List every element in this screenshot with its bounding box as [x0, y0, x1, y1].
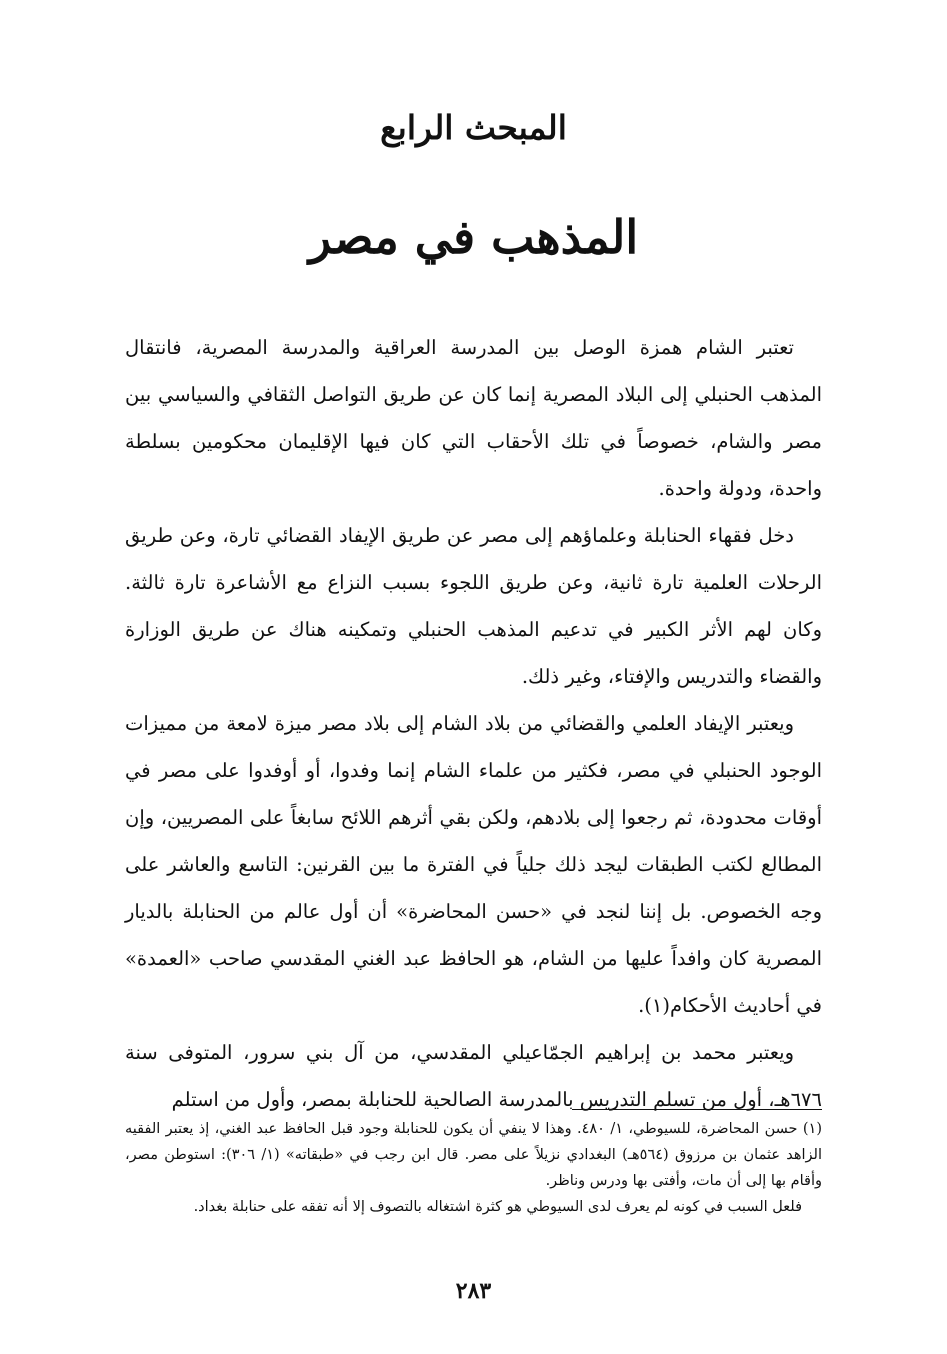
footnote-continuation: فلعل السبب في كونه لم يعرف لدى السيوطي هو كثرة اشتغاله بالتصوف إلا أنه تفقه على حنابلة بغداد. — [193, 1199, 802, 1215]
section-title-heading: المذهب في مصر — [308, 210, 639, 264]
section-number-heading: المبحث الرابع — [380, 108, 567, 147]
footnotes — [125, 1116, 822, 1220]
footnote: (١) حسن المحاضرة، للسيوطي، ١/ ٤٨٠. وهذا لا ينفي أن يكون للحنابلة وجود قبل الحافظ عبد الغني، إذ يعتبر الفقيه الزاهد عثمان بن مرزوق (٥٦٤هـ) البغدادي نزيلاً على مصر. قال ابن رجب في «طبقاته» (١/ ٣٠٦): استوطن مصر، وأقام بها إلى أن مات، وأفتى بها ودرس وناظر. — [125, 1121, 822, 1189]
body-text — [125, 324, 822, 1123]
paragraph: تعتبر الشام همزة الوصل بين المدرسة العراقية والمدرسة المصرية، فانتقال المذهب الحنبلي إلى البلاد المصرية إنما كان عن طريق التواصل الثقافي والسياسي بين مصر والشام، خصوصاً في تلك الأحقاب التي كان فيها الإقليمان محكومين بسلطة واحدة، ودولة واحدة. — [125, 336, 822, 500]
paragraph: ويعتبر الإيفاد العلمي والقضائي من بلاد الشام إلى بلاد مصر ميزة لامعة من مميزات الوجود الحنبلي في مصر، فكثير من علماء الشام إنما وفدوا، أو أوفدوا على مصر في أوقات محدودة، ثم رجعوا إلى بلادهم، ولكن بقي أثرهم اللائح سابغاً على المصريين، وإن المطالع لكتب الطبقات ليجد ذلك جلياً في الفترة ما بين القرنين: التاسع والعاشر على وجه الخصوص. بل إننا لنجد في «حسن المحاضرة» أن أول عالم من الحنابلة بالديار المصرية كان وافداً عليها من الشام، هو الحافظ عبد الغني المقدسي صاحب «العمدة» في أحاديث الأحكام(١). — [125, 712, 822, 1017]
page-number: ٢٨٣ — [455, 1278, 492, 1304]
paragraph: دخل فقهاء الحنابلة وعلماؤهم إلى مصر عن طريق الإيفاد القضائي تارة، وعن طريق الرحلات العلمية تارة ثانية، وعن طريق اللجوء بسبب النزاع مع الأشاعرة تارة ثالثة. وكان لهم الأثر الكبير في تدعيم المذهب الحنبلي وتمكينه هناك عن طريق الوزارة والقضاء والتدريس والإفتاء، وغير ذلك. — [125, 524, 822, 688]
footnote-divider — [572, 1109, 822, 1110]
paragraph: ويعتبر محمد بن إبراهيم الجمّاعيلي المقدسي، من آل بني سرور، المتوفى سنة ٦٧٦هـ، أول من تسلم التدريس بالمدرسة الصالحية للحنابلة بمصر، وأول من استلم — [125, 1041, 822, 1111]
